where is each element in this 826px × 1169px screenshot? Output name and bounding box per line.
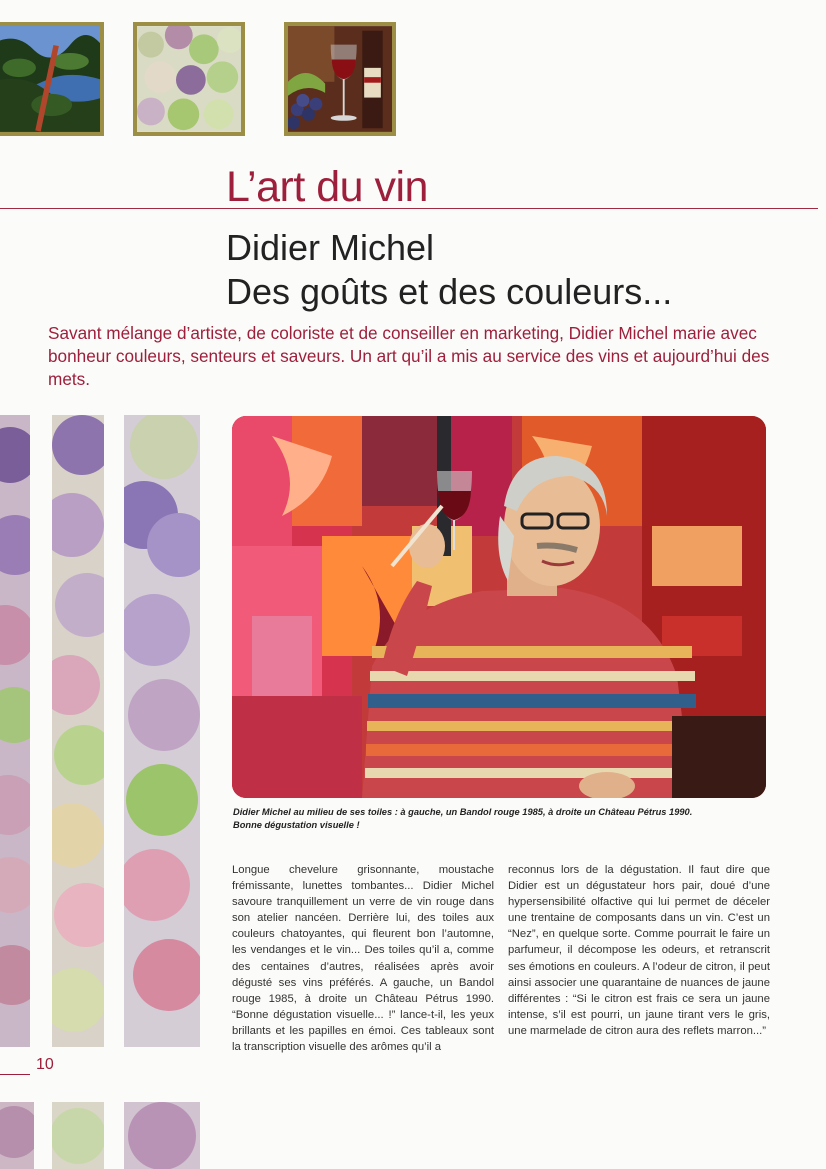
- headline-line-1: Didier Michel: [226, 227, 435, 268]
- caption-line-1: Didier Michel au milieu de ses toiles : à gauche, un Bandol rouge 1985, à droite un Château Pétrus 1990.: [233, 807, 693, 817]
- grape-strip-image: [52, 415, 104, 1047]
- section-title: L’art du vin: [226, 163, 428, 211]
- headline-line-2: Des goûts et des couleurs...: [226, 271, 673, 312]
- grape-strip-image: [0, 415, 30, 1047]
- grape-strip-image: [124, 1102, 200, 1169]
- section-divider: [0, 208, 818, 209]
- grape-strip-image: [124, 415, 200, 1047]
- body-column-left: Longue chevelure grisonnante, moustache frémissante, lunettes tombantes... Didier Michel savoure tranquillement un verre de vin rouge dans son atelier nancéen. Derrière lui, des toiles aux couleurs chatoyantes, qui fleurent bon l’automne, les vendanges et le vin... Des toiles qu’il a, comme des centaines d’autres, réalisées après avoir dégusté ses vins préférés. A gauche, un Bandol rouge 1985, à droite un Château Pétrus 1990. “Bonne dégustation visuelle... !” lance-t-il, les yeux brillants et les papilles en émoi. Ces tableaux sont la transcription visuelle des arômes qu’il a: [232, 864, 494, 1054]
- white-grapes-thumbnail: [133, 22, 245, 136]
- article-headline: [226, 226, 672, 314]
- white-grapes-image: [137, 26, 241, 132]
- artist-portrait-photo: [232, 416, 766, 798]
- grape-strip-image: [0, 1102, 34, 1169]
- artist-portrait-image: [232, 416, 766, 798]
- photo-caption: [233, 806, 773, 832]
- vine-leaves-image: [0, 26, 100, 132]
- page-number-rule: [0, 1074, 30, 1075]
- vine-leaves-thumbnail: [0, 22, 104, 136]
- caption-line-2: Bonne dégustation visuelle !: [233, 820, 360, 830]
- wine-glass-image: [288, 26, 392, 132]
- grape-strip-image: [52, 1102, 104, 1169]
- wine-glass-thumbnail: [284, 22, 396, 136]
- body-column-right: reconnus lors de la dégustation. Il faut dire que Didier est un dégustateur hors pair, doué d’une hypersensibilité olfactive qui lui permet de déceler une trentaine de composants dans un vin. C’est un “Nez”, en quelque sorte. Comme pourrait le faire un parfumeur, il décompose les odeurs, et retranscrit ses émotions en couleurs. A l’odeur de citron, il peut ainsi associer une quarantaine de nuances de jaune différentes : “Si le citron est frais ce sera un jaune intense, s’il est pourri, un jaune tirant vers le gris, une marmelade de citron aura des reflets marron...”: [508, 864, 770, 1037]
- page-number: 10: [36, 1056, 54, 1073]
- lead-paragraph: Savant mélange d’artiste, de coloriste et de conseiller en marketing, Didier Michel marie avec bonheur couleurs, senteurs et saveurs. Un art qu’il a mis au service des vins et aujourd’hui des mets.: [48, 323, 770, 389]
